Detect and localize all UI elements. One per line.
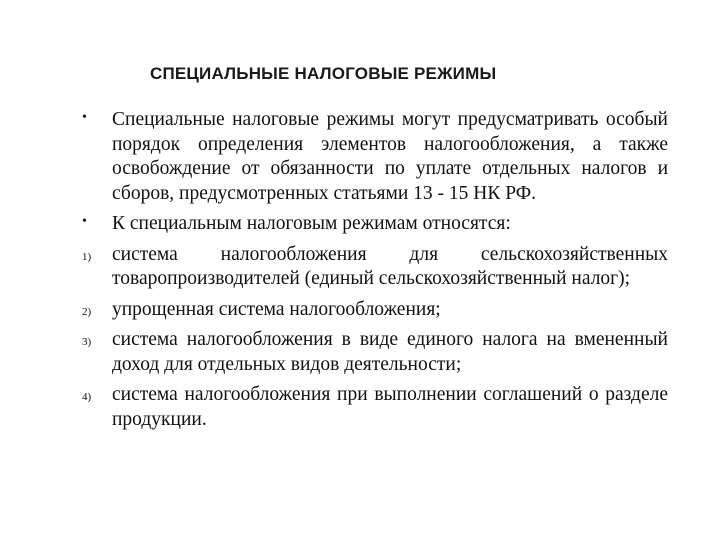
number-marker: 4)	[82, 391, 92, 403]
list-item-text: система налогообложения для сельскохозяйственных товаропроизводителей (единый сельскохозяйственный налог);	[112, 243, 668, 289]
bullet-marker: •	[82, 214, 87, 229]
number-marker: 1)	[82, 250, 92, 263]
bullet-marker: •	[82, 110, 87, 125]
number-marker: 2)	[82, 305, 92, 318]
list-item-text: система налогообложения при выполнении соглашений о разделе продукции.	[112, 384, 668, 430]
list-item-text: упрощенная система налогообложения;	[112, 298, 441, 320]
list-item	[80, 383, 668, 432]
number-marker: 3)	[82, 336, 92, 348]
list-item	[80, 328, 668, 377]
list-item-text: К специальным налоговым режимам относятся:	[112, 213, 511, 234]
list-item-text: система налогообложения в виде единого налога на вмененный доход для отдельных видов деятельности;	[112, 329, 668, 375]
list-item	[80, 108, 668, 206]
slide-content	[80, 108, 668, 438]
slide-title: СПЕЦИАЛЬНЫЕ НАЛОГОВЫЕ РЕЖИМЫ	[150, 64, 497, 83]
list-item	[80, 212, 668, 237]
list-item	[80, 298, 668, 323]
list-item-text: Специальные налоговые режимы могут предусматривать особый порядок определения элементов налогообложения, а также освобождение от обязанности по уплате отдельных налогов и сборов, предусмотренных статьями 13 - 15 НК РФ.	[112, 109, 668, 204]
list-item	[80, 243, 668, 292]
